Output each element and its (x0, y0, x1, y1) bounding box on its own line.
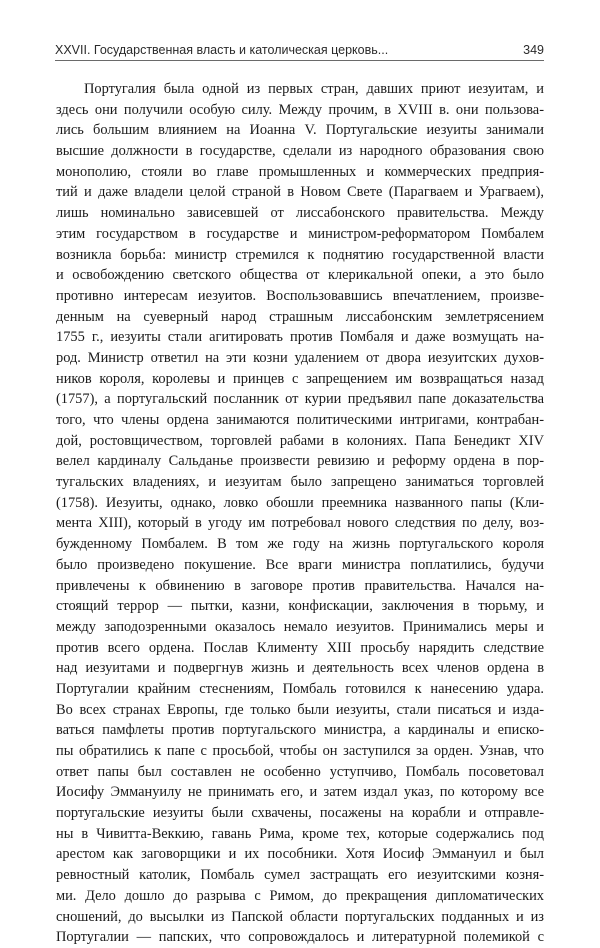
text-line: арестом как заговорщики и их пособники. Хотя Иосиф Эммануил и был (56, 846, 544, 863)
text-line: стоящий террор — пытки, казни, конфискации, заключения в тюрьму, и (56, 598, 544, 615)
text-line: монополию, стояли во главе промышленных и коммерческих предприя- (56, 163, 544, 180)
running-header (55, 43, 544, 65)
text-line: лишь номинально зависевшей от лиссабонского правительства. Между (56, 205, 544, 222)
text-line: Иосифу Эммануилу не принимать его, и затем издал указ, по которому все (56, 784, 544, 801)
page-number: 349 (523, 43, 544, 57)
text-line: привлечены к обвинению в заговоре против правительства. Начался на- (56, 577, 544, 594)
text-line: того, что члены ордена занимаются политическими интригами, контрабан- (56, 412, 544, 428)
text-line: мента XIII), который в угоду им потребовал нового следствия по делу, воз- (56, 515, 544, 532)
body-paragraph (56, 79, 544, 948)
text-line: Португалия была одной из первых стран, давших приют иезуитам, и (84, 81, 544, 97)
text-line: ми. Дело дошло до разрыва с Римом, до прекращения дипломатических (56, 887, 544, 904)
text-line: было произведено покушение. Все враги министра поплатились, будучи (56, 556, 544, 573)
text-line: ваться памфлеты против португальского министра, а кардиналы и еписко- (56, 722, 544, 739)
text-line: велел кардиналу Сальданье произвести ревизию и реформу ордена в пор- (56, 453, 544, 470)
text-line: тий и даже владели целой страной в Новом Свете (Парагваем и Урагваем), (56, 184, 544, 201)
text-line: ников короля, королевы и принцев с запрещением им возвращаться назад (56, 370, 544, 387)
text-line: Во всех странах Европы, где только были иезуиты, стали писаться и изда- (56, 701, 544, 718)
text-line: Португалии крайним стеснениям, Помбаль готовился к нанесению удара. (56, 680, 544, 697)
text-line: ны в Чивитта-Веккию, гавань Рима, кроме тех, которые содержались под (56, 825, 544, 842)
text-line: этим государством в государстве и министром-реформатором Помбалем (56, 225, 544, 242)
text-line: и освобождению светского общества от клерикальной опеки, а это было (56, 267, 544, 284)
text-line: дой, ростовщичеством, торговлей рабами в колониях. Папа Бенедикт XIV (56, 432, 544, 449)
text-line: (1757), а португальский посланник от курии предъявил папе доказательства (56, 391, 544, 408)
header-divider (55, 60, 544, 61)
text-line: сношений, до высылки из Папской области португальских подданных и из (56, 908, 544, 925)
text-line: ответ папы был составлен не особенно уступчиво, Помбаль посоветовал (56, 763, 544, 780)
text-line: (1758). Иезуиты, однако, ловко обошли преемника названного папы (Кли- (56, 494, 544, 511)
text-line: против всего ордена. Послав Клименту XIII просьбу нарядить следствие (56, 639, 544, 656)
text-line: Португалии — папских, что сопровождалось и литературной полемикой с (56, 929, 544, 946)
chapter-title: XXVII. Государственная власть и католическая церковь... (55, 43, 389, 57)
text-line: пы обратились к папе с просьбой, чтобы он заступился за орден. Узнав, что (56, 743, 544, 759)
text-line: 1755 г., иезуиты стали агитировать против Помбаля и даже возмущать на- (56, 329, 544, 346)
text-line: возникла борьба: министр стремился к поднятию государственной власти (56, 246, 544, 263)
text-line: противно интересам иезуитов. Воспользовавшись впечатлением, произве- (56, 287, 544, 304)
text-line: род. Министр ответил на эти козни удалением от двора иезуитских духов- (56, 349, 544, 366)
text-line: тугальских владениях, и иезуитам было запрещено заниматься торговлей (56, 474, 544, 491)
text-line: португальские иезуиты были схвачены, посажены на корабли и отправле- (56, 805, 544, 822)
text-line: здесь они получили особую силу. Между прочим, в XVIII в. они пользова- (56, 101, 544, 118)
text-line: высшие должности в государстве, сделали из народного образования свою (56, 143, 544, 160)
text-line: ревностный католик, Помбаль сумел застращать его иезуитскими козня- (56, 867, 544, 884)
text-line: между заподозренными оказалось немало иезуитов. Принимались меры и (56, 618, 544, 635)
text-line: денным на суеверный народ страшным лиссабонским землетрясением (56, 308, 544, 325)
text-line: лись большим влиянием на Иоанна V. Португальские иезуиты занимали (56, 122, 544, 139)
text-line: бужденному Помбалем. В том же году на жизнь португальского короля (56, 536, 544, 553)
text-line: над иезуитами и подвергнув жизнь и деятельность всех членов ордена в (56, 660, 544, 677)
